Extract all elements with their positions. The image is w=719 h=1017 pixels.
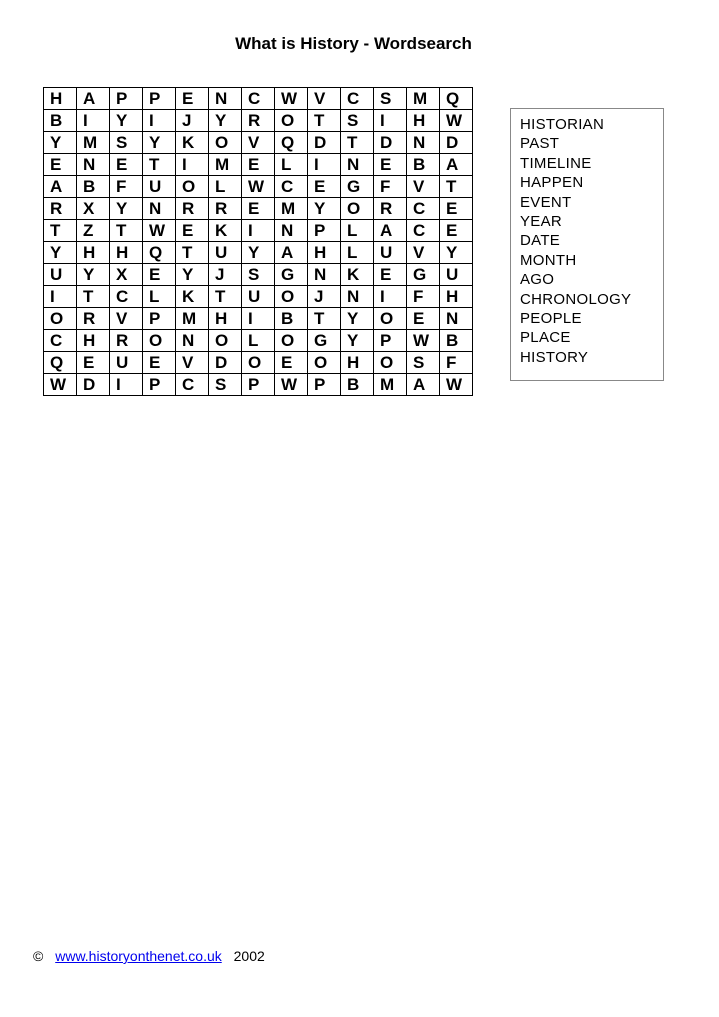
grid-cell: T [110,220,143,242]
grid-cell: A [275,242,308,264]
grid-cell: O [275,330,308,352]
grid-cell: D [374,132,407,154]
grid-cell: T [440,176,473,198]
grid-cell: I [110,374,143,396]
word-list-box [510,108,664,381]
grid-cell: U [242,286,275,308]
word-list-item: TIMELINE [520,154,592,172]
grid-cell: I [176,154,209,176]
grid-cell: E [143,264,176,286]
grid-cell: G [308,330,341,352]
grid-cell: O [44,308,77,330]
grid-cell: T [44,220,77,242]
grid-cell: G [341,176,374,198]
word-list-item: YEAR [520,213,563,231]
grid-cell: L [242,330,275,352]
grid-cell: E [242,198,275,220]
grid-cell: N [440,308,473,330]
grid-cell: T [209,286,242,308]
grid-cell: K [176,286,209,308]
grid-cell: E [44,154,77,176]
grid-cell: X [110,264,143,286]
grid-cell: W [275,88,308,110]
grid-row [44,330,473,352]
grid-row [44,220,473,242]
grid-cell: O [143,330,176,352]
grid-cell: D [308,132,341,154]
word-list [520,115,663,367]
grid-cell: Y [143,132,176,154]
grid-cell: H [308,242,341,264]
grid-cell: S [341,110,374,132]
grid-cell: J [308,286,341,308]
grid-cell: E [374,154,407,176]
grid-cell: M [77,132,110,154]
grid-cell: N [77,154,110,176]
grid-cell: U [110,352,143,374]
grid-cell: C [176,374,209,396]
grid-cell: U [374,242,407,264]
grid-cell: A [44,176,77,198]
grid-cell: S [374,88,407,110]
grid-cell: I [44,286,77,308]
grid-row [44,242,473,264]
grid-cell: B [77,176,110,198]
grid-cell: T [143,154,176,176]
grid-cell: Y [176,264,209,286]
grid-cell: L [143,286,176,308]
grid-cell: N [275,220,308,242]
grid-cell: Y [308,198,341,220]
grid-cell: B [440,330,473,352]
grid-cell: I [77,110,110,132]
grid-cell: S [110,132,143,154]
grid-cell: N [341,286,374,308]
grid-cell: Y [110,198,143,220]
grid-cell: L [341,220,374,242]
grid-cell: L [275,154,308,176]
grid-row [44,374,473,396]
grid-cell: Y [440,242,473,264]
grid-cell: M [176,308,209,330]
grid-cell: O [374,308,407,330]
grid-cell: U [440,264,473,286]
grid-cell: E [242,154,275,176]
grid-cell: E [110,154,143,176]
grid-cell: W [242,176,275,198]
grid-cell: K [176,132,209,154]
grid-cell: D [77,374,110,396]
grid-cell: U [44,264,77,286]
grid-row [44,110,473,132]
word-list-item: CHRONOLOGY [520,290,632,308]
grid-cell: Y [341,308,374,330]
grid-cell: A [407,374,440,396]
grid-cell: P [308,374,341,396]
grid-cell: R [176,198,209,220]
grid-cell: C [407,220,440,242]
grid-cell: I [242,220,275,242]
copyright-symbol: © [33,948,44,964]
grid-cell: Q [275,132,308,154]
grid-cell: N [341,154,374,176]
grid-cell: E [275,352,308,374]
grid-cell: W [275,374,308,396]
grid-row [44,88,473,110]
grid-cell: B [407,154,440,176]
grid-cell: B [44,110,77,132]
grid-cell: R [374,198,407,220]
grid-cell: G [407,264,440,286]
grid-cell: J [209,264,242,286]
grid-cell: J [176,110,209,132]
footer-year: 2002 [233,948,265,964]
grid-cell: A [440,154,473,176]
grid-cell: U [143,176,176,198]
grid-cell: X [77,198,110,220]
grid-cell: O [341,198,374,220]
grid-cell: F [407,286,440,308]
grid-cell: F [440,352,473,374]
grid-cell: Z [77,220,110,242]
grid-cell: R [44,198,77,220]
grid-cell: W [143,220,176,242]
grid-cell: N [308,264,341,286]
word-list-item: PAST [520,135,560,153]
grid-cell: H [440,286,473,308]
grid-cell: V [407,242,440,264]
grid-cell: S [407,352,440,374]
grid-cell: Y [44,132,77,154]
grid-cell: U [209,242,242,264]
grid-cell: F [374,176,407,198]
grid-cell: Q [44,352,77,374]
grid-cell: O [209,330,242,352]
grid-cell: N [407,132,440,154]
grid-cell: C [407,198,440,220]
word-list-item: PEOPLE [520,310,582,328]
grid-cell: P [143,374,176,396]
grid-cell: S [209,374,242,396]
grid-cell: H [407,110,440,132]
grid-cell: V [242,132,275,154]
grid-cell: P [308,220,341,242]
grid-cell: I [374,110,407,132]
website-link[interactable]: www.historyonthenet.co.uk [55,948,222,964]
grid-cell: V [308,88,341,110]
grid-cell: H [341,352,374,374]
grid-cell: B [275,308,308,330]
grid-cell: E [440,198,473,220]
grid-cell: Q [440,88,473,110]
grid-cell: S [242,264,275,286]
grid-cell: N [143,198,176,220]
wordsearch-grid [43,87,473,396]
grid-cell: E [308,176,341,198]
grid-cell: H [77,330,110,352]
grid-cell: Y [209,110,242,132]
grid-row [44,154,473,176]
grid-cell: D [440,132,473,154]
grid-cell: M [374,374,407,396]
grid-cell: I [242,308,275,330]
grid-cell: W [440,374,473,396]
grid-cell: O [374,352,407,374]
grid-cell: L [209,176,242,198]
grid-cell: C [242,88,275,110]
grid-cell: N [209,88,242,110]
grid-cell: O [209,132,242,154]
grid-cell: Y [77,264,110,286]
grid-cell: P [374,330,407,352]
grid-cell: C [110,286,143,308]
grid-cell: E [440,220,473,242]
grid-cell: A [374,220,407,242]
grid-cell: K [209,220,242,242]
grid-cell: T [176,242,209,264]
grid-cell: C [275,176,308,198]
grid-cell: H [110,242,143,264]
word-list-item: EVENT [520,193,572,211]
grid-cell: I [143,110,176,132]
grid-cell: K [341,264,374,286]
grid-cell: H [209,308,242,330]
grid-cell: N [176,330,209,352]
grid-cell: O [242,352,275,374]
grid-cell: G [275,264,308,286]
grid-cell: B [341,374,374,396]
grid-cell: Q [143,242,176,264]
grid-cell: M [209,154,242,176]
grid-cell: M [275,198,308,220]
grid-row [44,308,473,330]
grid-row [44,132,473,154]
grid-cell: R [209,198,242,220]
grid-cell: P [143,88,176,110]
grid-cell: Y [44,242,77,264]
word-list-item: HISTORY [520,348,589,366]
grid-cell: Y [110,110,143,132]
grid-cell: O [275,110,308,132]
grid-cell: E [374,264,407,286]
grid-cell: R [77,308,110,330]
grid-cell: W [407,330,440,352]
grid-row [44,286,473,308]
grid-cell: P [242,374,275,396]
footer [33,948,265,964]
word-list-item: PLACE [520,329,571,347]
grid-cell: T [341,132,374,154]
grid-cell: D [209,352,242,374]
grid-cell: V [407,176,440,198]
word-list-item: DATE [520,232,561,250]
grid-row [44,176,473,198]
grid-row [44,352,473,374]
grid-cell: P [110,88,143,110]
grid-cell: V [110,308,143,330]
grid-cell: O [275,286,308,308]
grid-cell: C [341,88,374,110]
grid-row [44,264,473,286]
grid-cell: R [110,330,143,352]
grid-cell: T [77,286,110,308]
grid-cell: M [407,88,440,110]
grid-cell: O [308,352,341,374]
grid-cell: Y [341,330,374,352]
grid-row [44,198,473,220]
grid-cell: Y [242,242,275,264]
grid-cell: C [44,330,77,352]
word-list-item: HAPPEN [520,174,584,192]
grid-cell: E [176,88,209,110]
grid-cell: H [77,242,110,264]
grid-cell: E [77,352,110,374]
grid-cell: O [176,176,209,198]
grid-cell: E [407,308,440,330]
grid-cell: F [110,176,143,198]
grid-cell: T [308,308,341,330]
grid-cell: I [308,154,341,176]
grid-cell: W [44,374,77,396]
grid-cell: E [176,220,209,242]
grid-cell: R [242,110,275,132]
grid-cell: L [341,242,374,264]
grid-cell: T [308,110,341,132]
word-list-item: HISTORIAN [520,116,605,133]
word-list-item: MONTH [520,251,577,269]
grid-cell: V [176,352,209,374]
word-list-item: AGO [520,271,555,289]
grid-cell: I [374,286,407,308]
grid-cell: H [44,88,77,110]
page-title: What is History - Wordsearch [235,34,472,53]
grid-cell: A [77,88,110,110]
grid-cell: P [143,308,176,330]
grid-cell: W [440,110,473,132]
grid-cell: E [143,352,176,374]
